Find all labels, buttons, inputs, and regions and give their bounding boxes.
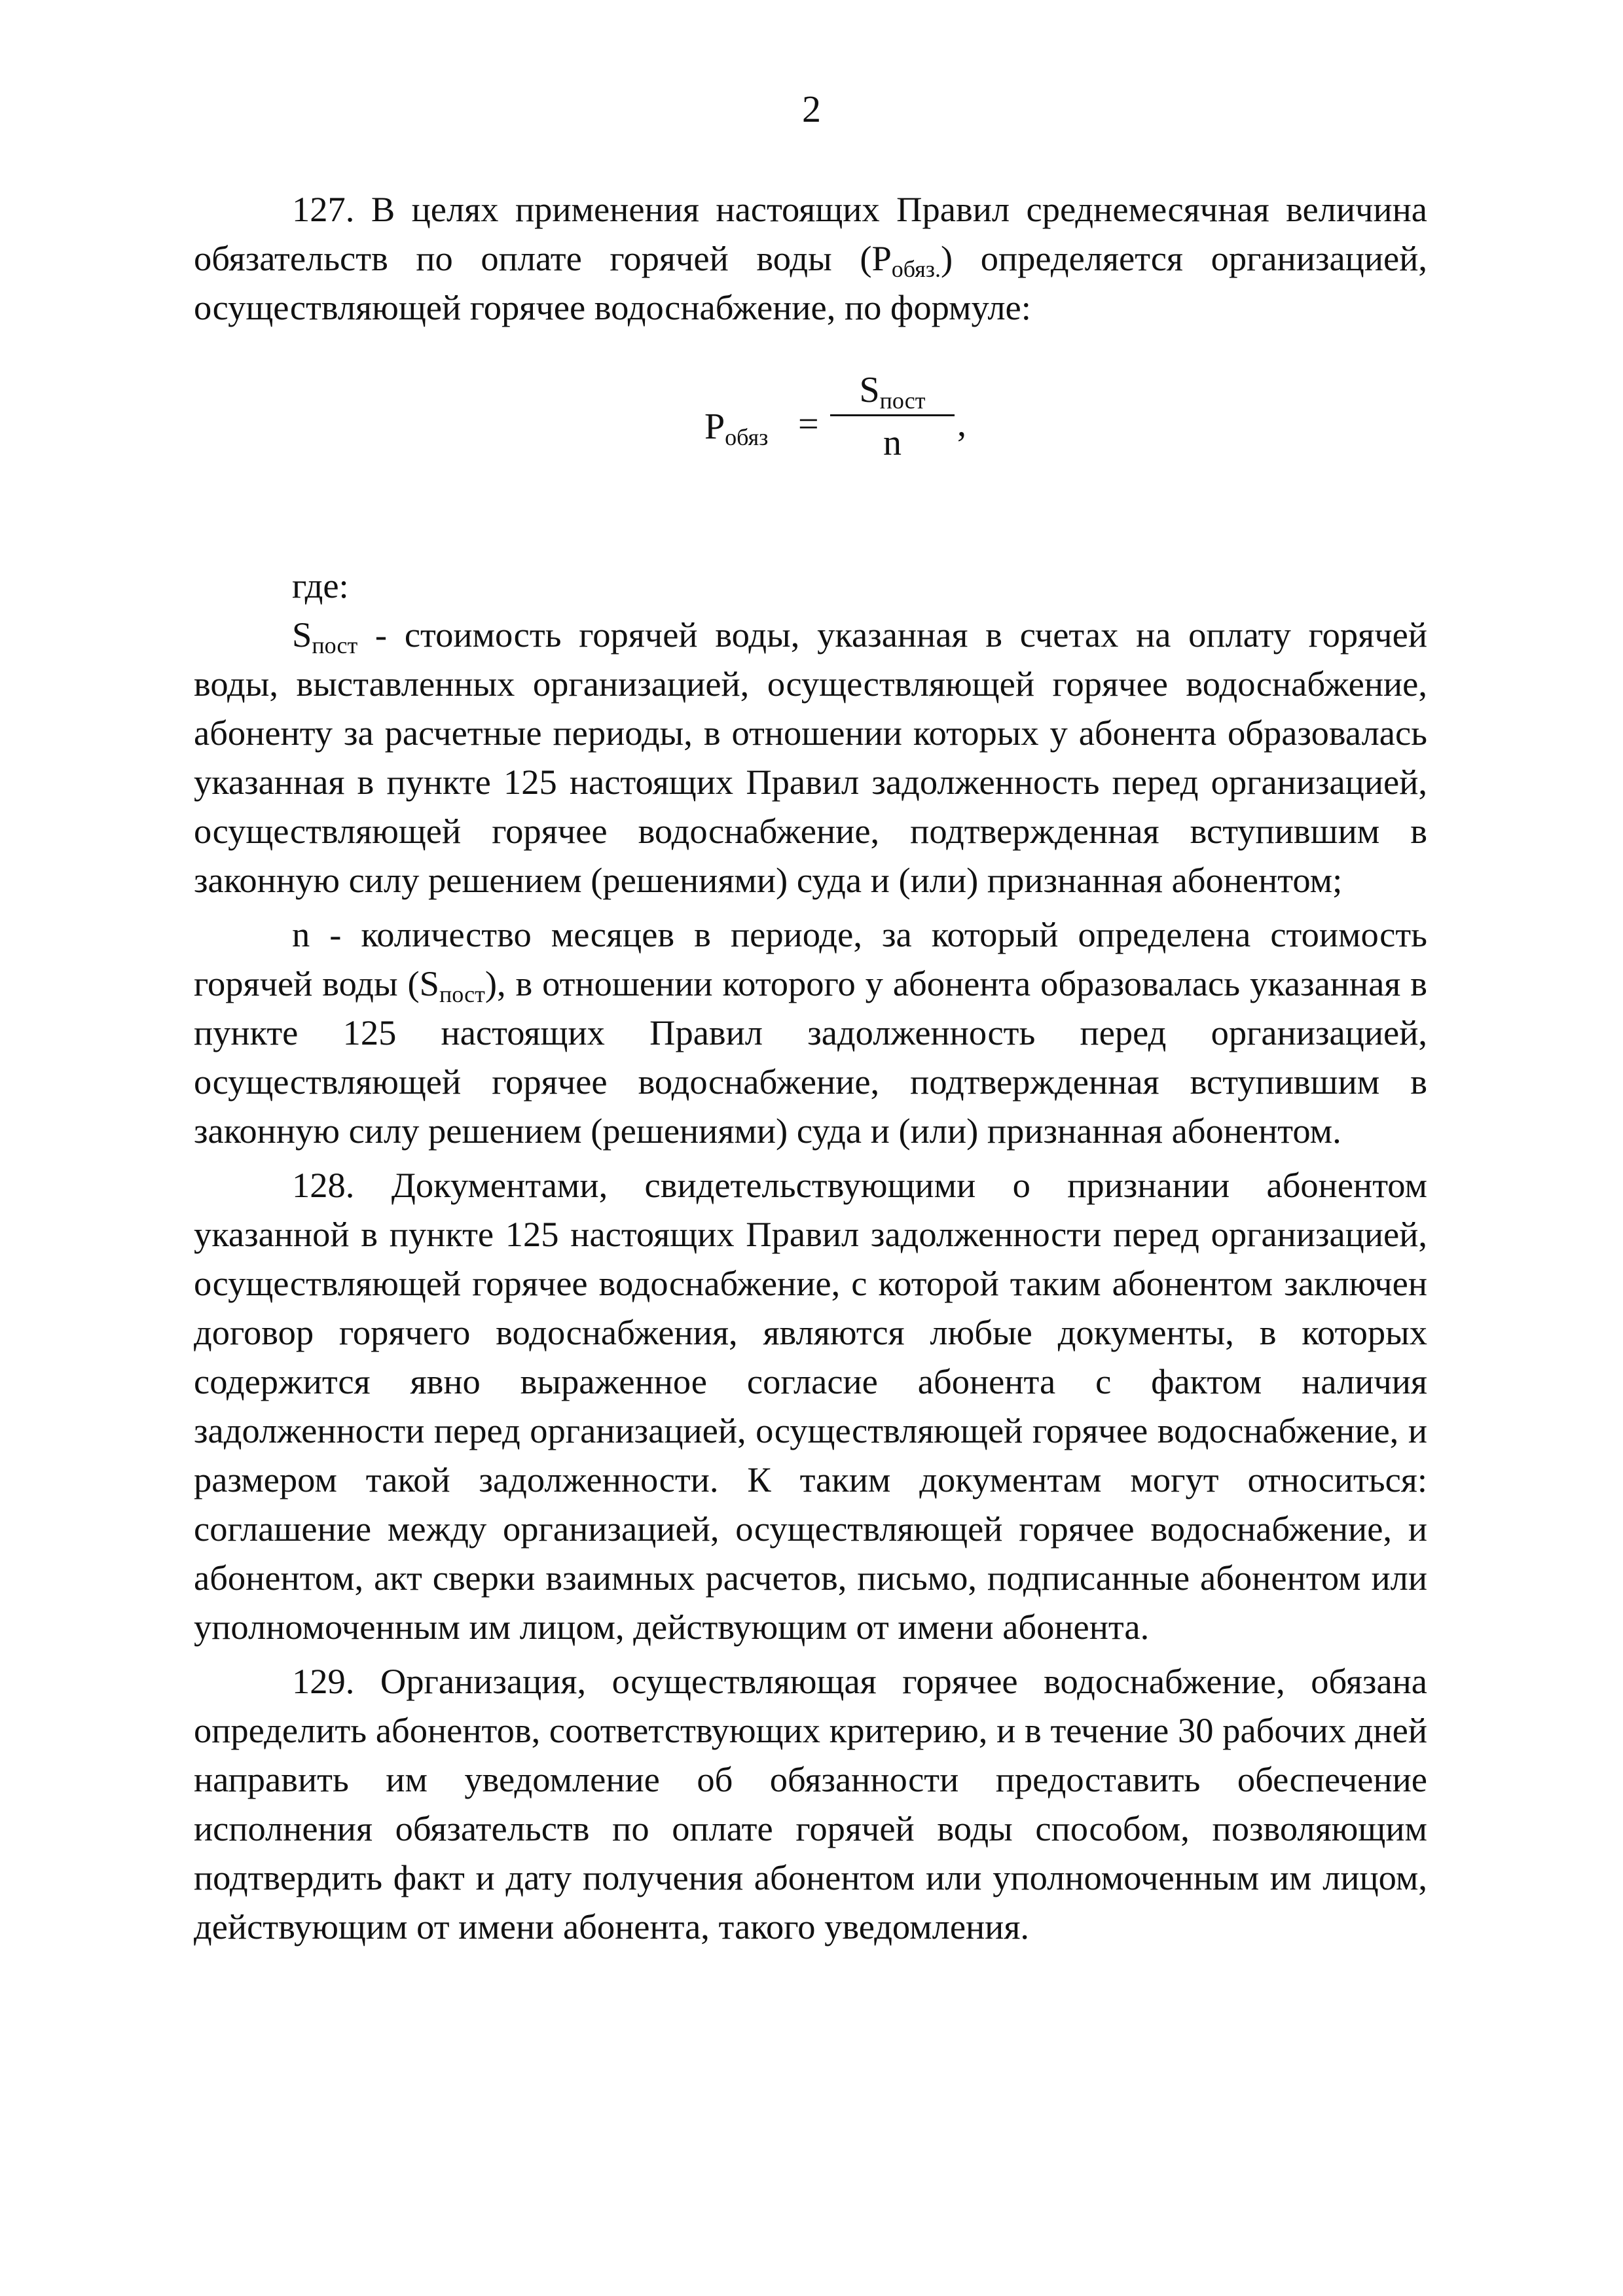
formula-lhs: $Р_{обяз}$ xyxy=(704,406,769,450)
formula-equals: = xyxy=(798,404,819,444)
definition-s-post xyxy=(194,610,1427,905)
paragraph-127 xyxy=(194,185,1427,332)
p-oblig-symbol: $Р_{обяз.}$ xyxy=(871,238,941,282)
fraction-numerator: $S_{пост}$ xyxy=(859,370,926,414)
para-127-rest: ) определяется организацией, осуществляющей горячее водоснабжение, по формуле: xyxy=(194,238,1427,327)
fraction-denominator: n xyxy=(883,423,902,463)
paragraph-129: 129. Организация, осуществляющая горячее водоснабжение, обязана определить абонентов, соответствующих критерию, и в течение 30 рабочих дней направить им уведомление об обязанности предоставить обеспечение исполнения обязательств по оплате горячей воды способом, позволяющим подтвердить факт и дату получения абонентом или уполномоченным им лицом, действующим от имени абонента, такого уведомления. xyxy=(194,1661,1427,1946)
formula-block xyxy=(194,332,1427,561)
definition-s-post-text: - стоимость горячей воды, указанная в счетах на оплату горячей воды, выставленных организацией, осуществляющей горячее водоснабжение, абоненту за расчетные периоды, в отношении которых у абонента образовалась указанная в пункте 125 настоящих Правил задолженность перед организацией, осуществляющей горячее водоснабжение, подтвержденная вступившим в законную силу решением (решениями) суда и (или) признанная абонентом; xyxy=(194,615,1427,900)
formula-comma: , xyxy=(957,404,966,444)
paragraph-128: 128. Документами, свидетельствующими о признании абонентом указанной в пункте 125 настоящих Правил задолженности перед организацией, осуществляющей горячее водоснабжение, с которой таким абонентом заключен договор горячего водоснабжения, являются любые документы, в которых содержится явно выраженное согласие абонента с фактом наличия задолженности перед организацией, осуществляющей горячее водоснабжение, и размером такой задолженности. К таким документам могут относиться: соглашение между организацией, осуществляющей горячее водоснабжение, и абонентом, акт сверки взаимных расчетов, письмо, подписанные абонентом или уполномоченным им лицом, действующим от имени абонента. xyxy=(194,1165,1427,1647)
s-post-symbol: $S_{пост}$ xyxy=(292,615,358,658)
formula-fraction xyxy=(830,368,955,465)
para-127-intro: 127. В целях применения настоящих Правил среднемесячная величина обязательств по оплате горячей воды ( xyxy=(194,189,1427,278)
where-label: где: xyxy=(292,565,349,605)
definition-n-rest: ), в отношении которого у абонента образовалась указанная в пункте 125 настоящих Правил задолженность перед организацией, осуществляющей горячее водоснабжение, подтвержденная вступившим в законную силу решением (решениями) суда и (или) признанная абонентом. xyxy=(194,963,1427,1151)
s-post-symbol-inline: $S_{пост}$ xyxy=(419,963,485,1007)
fraction-bar xyxy=(830,414,955,416)
definition-n xyxy=(194,910,1427,1155)
page-number: 2 xyxy=(802,88,821,130)
definition-n-intro: n - количество месяцев в периоде, за который определена стоимость горячей воды ( xyxy=(194,914,1427,1003)
document-body xyxy=(194,185,1427,1951)
